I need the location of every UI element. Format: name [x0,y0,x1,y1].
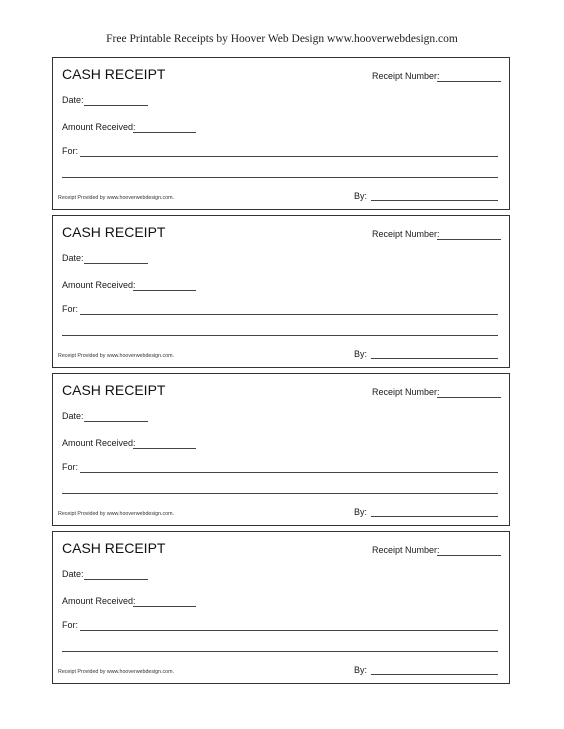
for-label: For: [62,462,79,472]
for-field-continued[interactable] [62,651,498,652]
date-field[interactable] [84,579,148,580]
receipt-card [52,57,510,210]
for-field[interactable] [80,472,498,473]
receipt-title: CASH RECEIPT [62,66,166,82]
amount-received-field[interactable] [133,132,196,133]
date-field[interactable] [84,263,148,264]
date-label: Date: [62,411,84,421]
provided-by-text: Receipt Provided by www.hooverwebdesign.com. [58,195,175,201]
amount-received-field[interactable] [133,448,196,449]
for-field-continued[interactable] [62,493,498,494]
for-label: For: [62,620,79,630]
by-label: By: [354,191,368,201]
amount-received-label: Amount Received: [62,596,136,606]
provided-by-text: Receipt Provided by www.hooverwebdesign.com. [58,669,175,675]
receipt-number-field[interactable] [437,239,501,240]
by-field[interactable] [371,674,498,675]
for-field-continued[interactable] [62,177,498,178]
for-field[interactable] [80,314,498,315]
amount-received-label: Amount Received: [62,122,136,132]
for-label: For: [62,304,79,314]
receipt-card [52,215,510,368]
date-label: Date: [62,569,84,579]
for-field-continued[interactable] [62,335,498,336]
receipt-number-label: Receipt Number: [372,71,440,81]
receipt-number-field[interactable] [437,81,501,82]
amount-received-field[interactable] [133,290,196,291]
receipt-number-field[interactable] [437,397,501,398]
by-label: By: [354,665,368,675]
by-field[interactable] [371,358,498,359]
receipt-title: CASH RECEIPT [62,540,166,556]
date-field[interactable] [84,105,148,106]
amount-received-label: Amount Received: [62,438,136,448]
date-field[interactable] [84,421,148,422]
date-label: Date: [62,253,84,263]
receipt-number-label: Receipt Number: [372,387,440,397]
page-header: Free Printable Receipts by Hoover Web Design www.hooverwebdesign.com [106,33,458,45]
receipt-card [52,373,510,526]
by-field[interactable] [371,200,498,201]
receipt-card [52,531,510,684]
date-label: Date: [62,95,84,105]
receipt-title: CASH RECEIPT [62,224,166,240]
for-label: For: [62,146,79,156]
receipt-title: CASH RECEIPT [62,382,166,398]
amount-received-field[interactable] [133,606,196,607]
provided-by-text: Receipt Provided by www.hooverwebdesign.com. [58,511,175,517]
receipt-number-label: Receipt Number: [372,229,440,239]
for-field[interactable] [80,630,498,631]
for-field[interactable] [80,156,498,157]
provided-by-text: Receipt Provided by www.hooverwebdesign.com. [58,353,175,359]
by-field[interactable] [371,516,498,517]
receipt-number-label: Receipt Number: [372,545,440,555]
receipt-number-field[interactable] [437,555,501,556]
by-label: By: [354,507,368,517]
amount-received-label: Amount Received: [62,280,136,290]
by-label: By: [354,349,368,359]
